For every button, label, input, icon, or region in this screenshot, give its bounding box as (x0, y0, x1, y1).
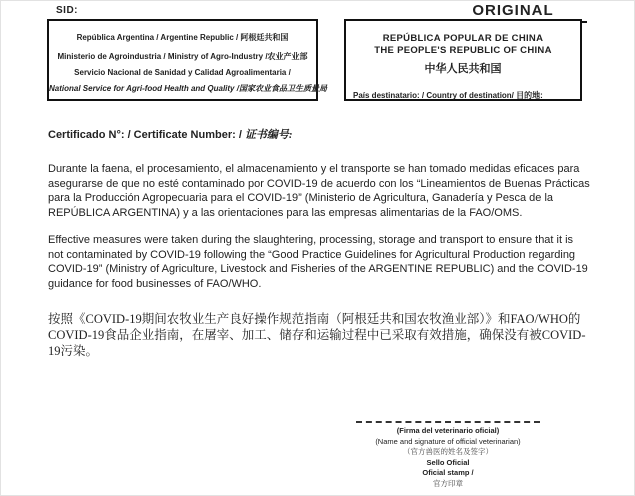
signature-label-cn: （官方兽医的姓名及签字） (403, 447, 493, 456)
destination-country-es: REPÚBLICA POPULAR DE CHINA (382, 33, 544, 44)
destination-country-field: País destinatario: / Country of destination/ 目的地: (353, 91, 543, 100)
issuer-line-ministry: Ministerio de Agroindustria / Ministry of Agro-Industry /农业产业部 (57, 52, 308, 61)
issuer-box (47, 19, 327, 101)
issuer-line-service-en: National Service for Agri-food Health and Quality /国家农业食品卫生质量局 (49, 84, 327, 93)
signature-dashed-line (356, 421, 540, 423)
certificate-number-chinese: 证书编号: (244, 129, 293, 141)
certificate-number-line (48, 126, 293, 142)
destination-country-cn: 中华人民共和国 (424, 63, 502, 75)
destination-box (344, 19, 582, 101)
paragraph-english: Effective measures were taken during the slaughtering, processing, storage and transport to ensure that it is not contaminated by COVID-19 following the “Good Practice Guidelines for Agricultural Production regarding COVID-19” (Ministry of Agriculture, Livestock and Fisheries of the ARGENTINE REPUBLIC) and the COVID-19 guidance for food businesses of FAO/WHO. (48, 234, 588, 290)
signature-label-es: (Firma del veterinario oficial) (396, 426, 500, 435)
certificate-number-latin: Certificado N°: / Certificate Number: / (48, 129, 245, 141)
paragraph-chinese: 按照《COVID-19期间农牧业生产良好操作规范指南（阿根廷共和国农牧渔业部）》和FAO/WHO的COVID-19食品企业指南，在屠宰、加工、储存和运输过程中已采取有效措施，确保没有被COVID-19污染。 (48, 312, 586, 358)
stamp-label-es: Sello Oficial (426, 457, 470, 467)
issuer-line-republic: República Argentina / Argentine Republic / 阿根廷共和国 (76, 33, 289, 42)
signature-block (339, 421, 557, 489)
sid-label: SID: (56, 5, 78, 16)
destination-country-en: THE PEOPLE'S REPUBLIC OF CHINA (374, 45, 552, 56)
original-label: ORIGINAL (439, 2, 587, 23)
stamp-label-en: Oficial stamp / (422, 468, 474, 477)
stamp-label-cn: 官方印章 (433, 478, 463, 488)
signature-label-en: (Name and signature of official veterinarian) (375, 436, 521, 446)
paragraph-spanish: Durante la faena, el procesamiento, el almacenamiento y el transporte se han tomado medidas eficaces para asegurarse de que no esté contaminado por COVID-19 de acuerdo con los “Lineamientos de Buenas Prácticas para la Producción Agropecuaria para el COVID-19” (Ministerio de Agricultura, Ganadería y Pesca de la REPÚBLICA ARGENTINA) y a las orientaciones para las empresas alimentarias de la FAO/OMS. (48, 163, 590, 219)
issuer-line-service-es: Servicio Nacional de Sanidad y Calidad Agroalimentaria / (74, 68, 291, 77)
